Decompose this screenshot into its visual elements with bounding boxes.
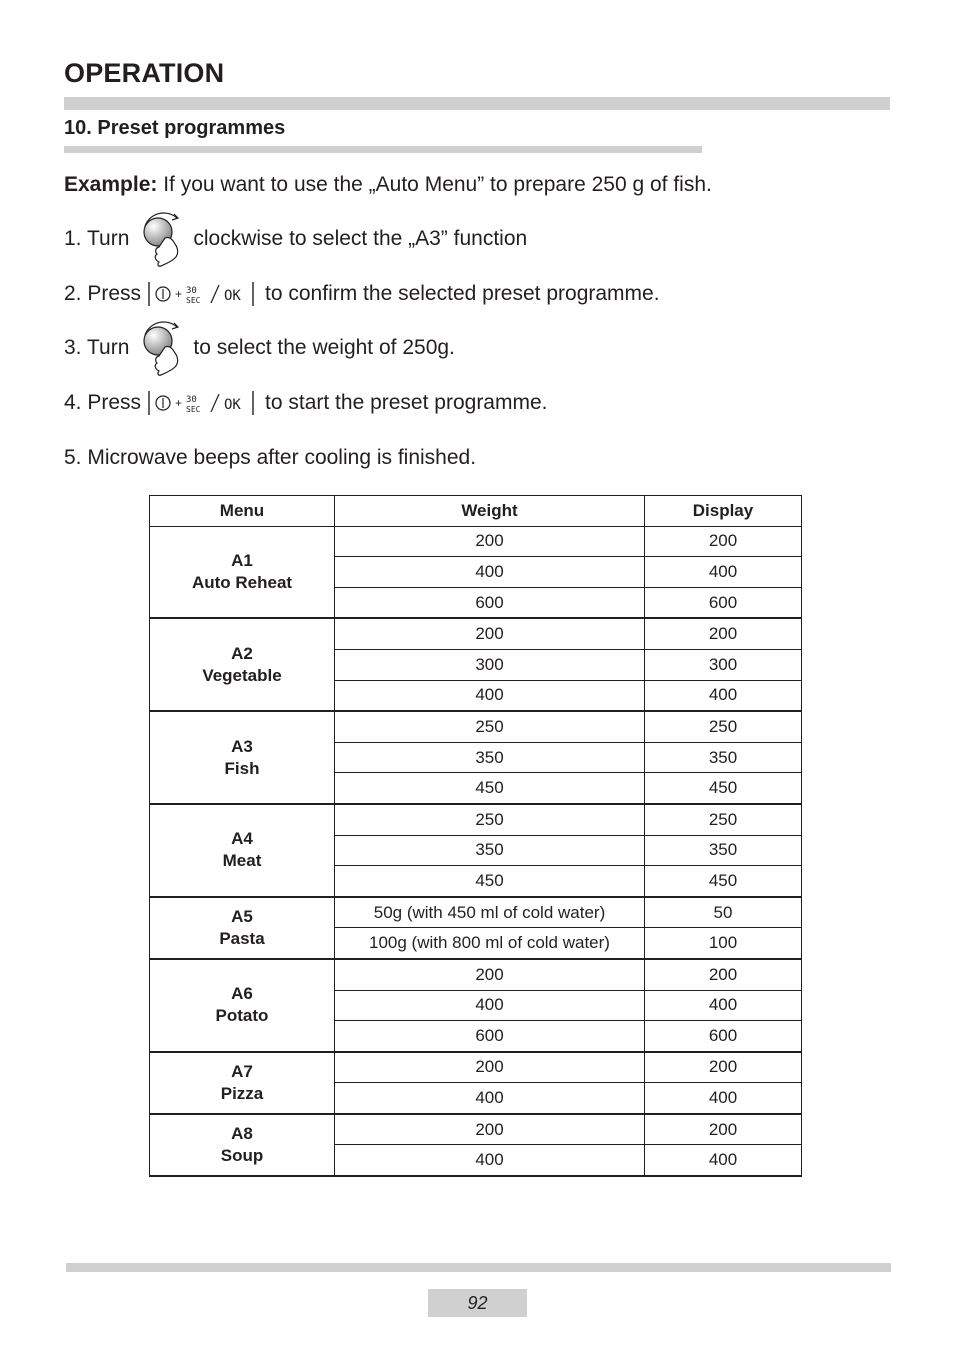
weight-cell: 350 [335,835,645,866]
weight-cell: 450 [335,773,645,804]
step-2 [64,274,660,314]
example-text: If you want to use the „Auto Menu” to prepare 250 g of fish. [157,173,712,196]
display-cell: 200 [645,959,802,990]
menu-name: Fish [224,758,260,778]
display-cell: 450 [645,773,802,804]
weight-cell: 200 [335,526,645,557]
menu-name: Vegetable [202,665,282,685]
weight-cell: 400 [335,1145,645,1176]
table-row [150,526,802,557]
table-row [150,711,802,742]
menu-name: Auto Reheat [191,572,293,592]
step-text: to start the preset programme. [265,391,548,414]
svg-text:+: + [175,287,183,301]
menu-code: A7 [231,1061,253,1081]
step-text: to select the weight of 250g. [193,336,455,359]
weight-cell: 350 [335,742,645,773]
menu-code: A8 [231,1123,253,1143]
display-cell: 600 [645,1021,802,1052]
start-ok-button-icon [147,281,257,307]
display-cell: 250 [645,804,802,835]
table-row [150,1052,802,1083]
weight-cell: 200 [335,1052,645,1083]
menu-name: Soup [220,1145,264,1165]
display-cell: 50 [645,897,802,928]
section-divider [64,146,702,153]
step-4 [64,383,548,423]
step-3 [64,328,455,368]
menu-cell [150,959,335,1052]
menu-code: A4 [231,829,253,849]
preset-table [149,495,802,1177]
weight-cell: 400 [335,1083,645,1114]
example-label: Example: [64,173,158,196]
weight-cell: 200 [335,1114,645,1145]
example-line [64,165,712,205]
menu-name: Pizza [220,1083,264,1103]
weight-cell: 400 [335,680,645,711]
display-cell: 300 [645,649,802,680]
step-1 [64,219,527,259]
display-cell: 450 [645,866,802,897]
weight-cell: 100g (with 800 ml of cold water) [335,928,645,959]
display-cell: 400 [645,680,802,711]
menu-cell [150,897,335,959]
menu-code: A2 [231,643,253,663]
svg-text:+: + [175,396,183,410]
table-row [150,618,802,649]
svg-text:30: 30 [186,286,197,296]
weight-cell: 450 [335,866,645,897]
display-cell: 200 [645,618,802,649]
knob-icon [137,317,187,379]
table-row [150,897,802,928]
table-body [150,526,802,1176]
weight-cell: 600 [335,587,645,618]
menu-name: Meat [222,851,262,871]
menu-cell [150,618,335,711]
menu-name: Potato [215,1006,269,1026]
menu-cell [150,804,335,897]
weight-cell: 400 [335,990,645,1021]
display-cell: 250 [645,711,802,742]
step-text: 5. Microwave beeps after cooling is finished. [64,446,477,469]
svg-text:OK: OK [224,397,241,413]
weight-cell: 400 [335,557,645,588]
menu-cell [150,526,335,618]
weight-cell: 200 [335,959,645,990]
display-cell: 400 [645,557,802,588]
display-cell: 350 [645,742,802,773]
table-row [150,1114,802,1145]
menu-cell [150,1052,335,1114]
weight-cell: 250 [335,711,645,742]
page-heading: OPERATION [64,58,225,88]
svg-text:OK: OK [224,288,241,304]
menu-cell [150,1114,335,1176]
display-cell: 600 [645,587,802,618]
menu-name: Pasta [219,928,265,948]
col-header-menu: Menu [150,496,335,527]
display-cell: 200 [645,526,802,557]
display-cell: 200 [645,1114,802,1145]
col-header-weight: Weight [335,496,645,527]
display-cell: 100 [645,928,802,959]
menu-code: A1 [231,550,253,570]
display-cell: 400 [645,990,802,1021]
step-text: to confirm the selected preset programme. [265,282,660,305]
section-title: 10. Preset programmes [64,117,286,139]
weight-cell: 600 [335,1021,645,1052]
weight-cell: 250 [335,804,645,835]
step-text: 2. Press [64,282,142,305]
col-header-display: Display [645,496,802,527]
weight-cell: 50g (with 450 ml of cold water) [335,897,645,928]
display-cell: 400 [645,1083,802,1114]
step-text: 3. Turn [64,336,130,359]
svg-text:SEC: SEC [186,296,201,305]
knob-icon [137,208,187,270]
menu-code: A3 [231,736,253,756]
table-row [150,804,802,835]
weight-cell: 300 [335,649,645,680]
svg-text:30: 30 [186,395,197,405]
svg-text:SEC: SEC [186,405,201,414]
menu-cell [150,711,335,804]
step-text: clockwise to select the „A3” function [193,227,528,250]
menu-code: A5 [231,906,253,926]
step-5 [64,438,476,478]
table-row [150,959,802,990]
step-text: 1. Turn [64,227,130,250]
step-text: 4. Press [64,391,142,414]
footer-divider [66,1263,891,1272]
weight-cell: 200 [335,618,645,649]
heading-divider [64,97,890,110]
page-number: 92 [428,1289,527,1317]
start-ok-button-icon [147,390,257,416]
display-cell: 400 [645,1145,802,1176]
display-cell: 350 [645,835,802,866]
menu-code: A6 [231,984,253,1004]
display-cell: 200 [645,1052,802,1083]
